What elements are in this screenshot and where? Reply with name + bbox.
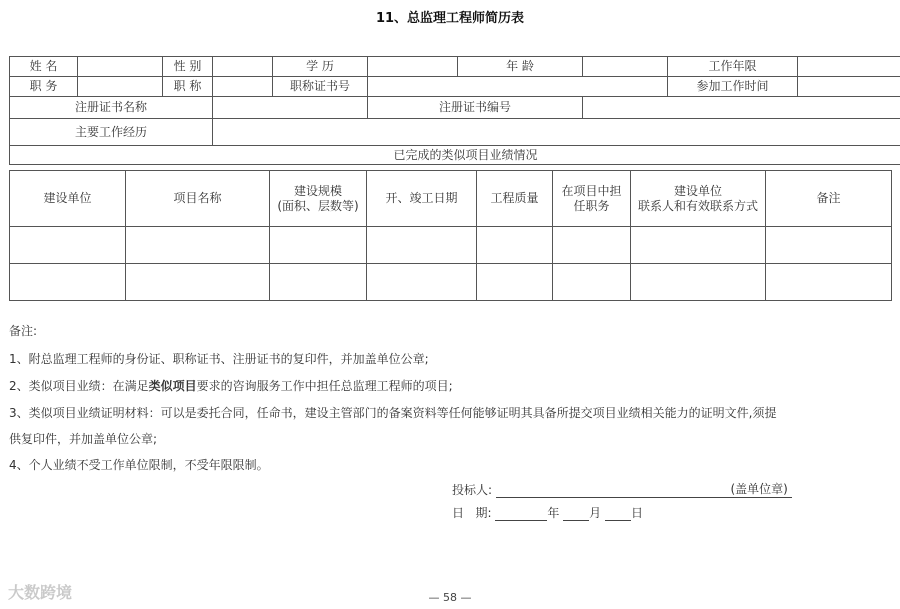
header-remarks: 备注 (766, 171, 892, 227)
label-work-start: 参加工作时间 (668, 77, 798, 97)
header-role: 在项目中担 任职务 (553, 171, 631, 227)
day-label: 日 (631, 506, 644, 520)
table-cell[interactable] (270, 227, 367, 264)
field-reg-cert-name[interactable] (213, 97, 368, 119)
label-age: 年 龄 (458, 57, 583, 77)
month-field[interactable] (563, 506, 589, 521)
note-3-line-2: 供复印件，并加盖单位公章; (9, 432, 158, 446)
label-position: 职 务 (10, 77, 78, 97)
field-age[interactable] (583, 57, 668, 77)
table-cell[interactable] (367, 264, 477, 301)
note-2-emphasis: 类似项目 (148, 379, 197, 393)
table-cell[interactable] (766, 264, 892, 301)
note-3-line-1: 3、类似项目业绩证明材料：可以是委托合同，任命书，建设主管部门的备案资料等任何能够证明其具备所提交项目业绩相关能力的证明文件,须提 (9, 406, 777, 420)
table-cell[interactable] (126, 227, 270, 264)
label-work-experience: 主要工作经历 (10, 119, 213, 146)
label-work-years: 工作年限 (668, 57, 798, 77)
label-title: 职 称 (163, 77, 213, 97)
resume-form-table (9, 56, 900, 165)
field-work-start[interactable] (798, 77, 900, 97)
day-field[interactable] (605, 506, 631, 521)
table-cell[interactable] (270, 264, 367, 301)
table-cell[interactable] (553, 227, 631, 264)
year-field[interactable] (495, 506, 547, 521)
notes-heading: 备注: (9, 324, 38, 338)
table-row (10, 227, 892, 264)
field-position[interactable] (78, 77, 163, 97)
label-education: 学 历 (273, 57, 368, 77)
header-contact: 建设单位 联系人和有效联系方式 (631, 171, 766, 227)
header-quality: 工程质量 (477, 171, 553, 227)
watermark: 大数跨境 (8, 583, 73, 602)
page-title: 11、总监理工程师简历表 (375, 11, 525, 26)
field-title[interactable] (213, 77, 273, 97)
seal-note: (盖单位章) (730, 482, 788, 496)
field-gender[interactable] (213, 57, 273, 77)
section-similar-projects: 已完成的类似项目业绩情况 (10, 146, 900, 165)
field-reg-cert-no[interactable] (583, 97, 900, 119)
field-title-cert-no[interactable] (368, 77, 668, 97)
header-scale: 建设规模 (面积、层数等) (270, 171, 367, 227)
label-gender: 性 别 (163, 57, 213, 77)
note-2-text-a: 2、类似项目业绩：在满足 (9, 379, 149, 393)
note-4: 4、个人业绩不受工作单位限制，不受年限限制。 (9, 458, 269, 472)
date-label: 日 期: (452, 506, 492, 520)
field-work-years[interactable] (798, 57, 900, 77)
header-builder: 建设单位 (10, 171, 126, 227)
table-cell[interactable] (10, 227, 126, 264)
table-cell[interactable] (766, 227, 892, 264)
note-2-text-c: 要求的咨询服务工作中担任总监理工程师的项目; (196, 379, 453, 393)
table-cell[interactable] (10, 264, 126, 301)
label-reg-cert-name: 注册证书名称 (10, 97, 213, 119)
month-label: 月 (589, 506, 602, 520)
table-row (10, 264, 892, 301)
note-2 (9, 377, 453, 394)
bidder-label: 投标人: (452, 483, 493, 497)
date-line (452, 504, 643, 521)
projects-table (9, 170, 892, 301)
field-name[interactable] (78, 57, 163, 77)
table-cell[interactable] (367, 227, 477, 264)
label-reg-cert-no: 注册证书编号 (368, 97, 583, 119)
table-cell[interactable] (631, 264, 766, 301)
bidder-field[interactable] (496, 483, 792, 498)
year-label: 年 (547, 506, 560, 520)
table-cell[interactable] (631, 227, 766, 264)
label-name: 姓 名 (10, 57, 78, 77)
table-cell[interactable] (477, 264, 553, 301)
note-1: 1、附总监理工程师的身份证、职称证书、注册证书的复印件，并加盖单位公章; (9, 352, 429, 366)
page-number: — 58 — (428, 591, 472, 604)
table-cell[interactable] (553, 264, 631, 301)
label-title-cert-no: 职称证书号 (273, 77, 368, 97)
field-work-experience[interactable] (213, 119, 900, 146)
table-cell[interactable] (126, 264, 270, 301)
table-cell[interactable] (477, 227, 553, 264)
bidder-line (452, 481, 792, 498)
header-dates: 开、竣工日期 (367, 171, 477, 227)
header-project-name: 项目名称 (126, 171, 270, 227)
field-education[interactable] (368, 57, 458, 77)
